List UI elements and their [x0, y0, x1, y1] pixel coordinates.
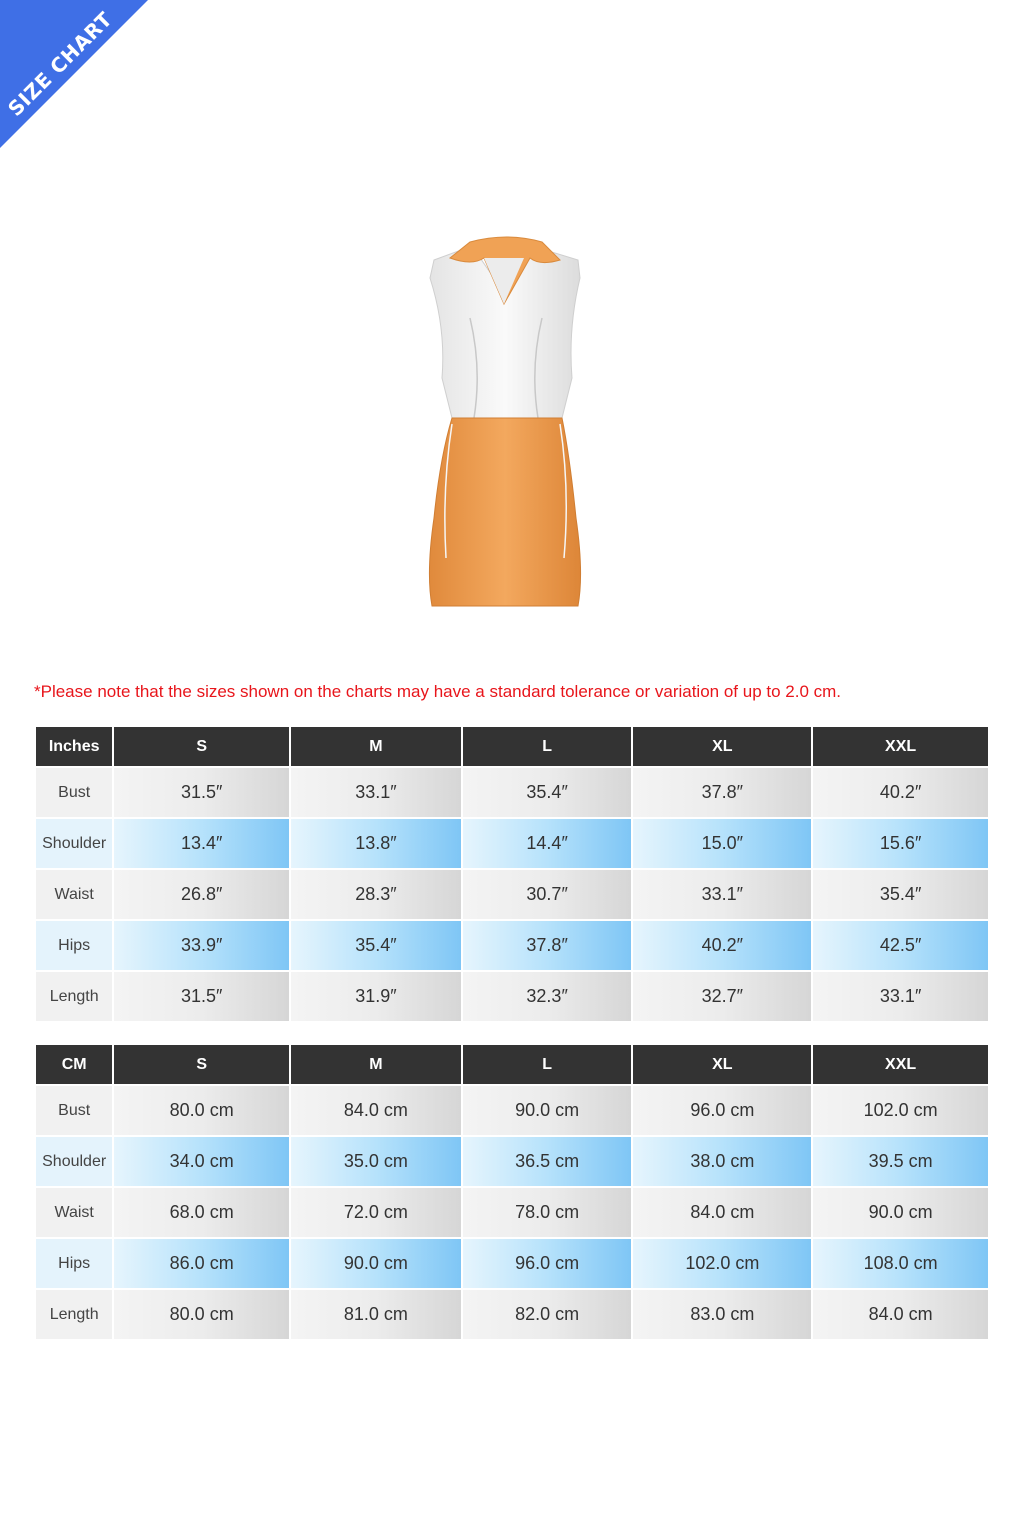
table-cell: 40.2″: [633, 921, 811, 970]
table-cell: 68.0 cm: [114, 1188, 289, 1237]
table-cell: 81.0 cm: [291, 1290, 461, 1339]
size-table-cm: [34, 1043, 990, 1341]
row-label: Length: [36, 972, 112, 1021]
table-cell: 78.0 cm: [463, 1188, 632, 1237]
tolerance-notice: *Please note that the sizes shown on the charts may have a standard tolerance or variation of up to 2.0 cm.: [34, 682, 842, 701]
table-row: [36, 870, 988, 919]
row-label: Length: [36, 1290, 112, 1339]
table-cell: 33.1″: [633, 870, 811, 919]
table-cell: 35.4″: [813, 870, 988, 919]
badge-triangle: [0, 0, 148, 148]
header-row: [36, 1045, 988, 1084]
size-header-s: S: [114, 727, 289, 766]
table-row: [36, 1137, 988, 1186]
table-cell: 80.0 cm: [114, 1086, 289, 1135]
row-label: Shoulder: [36, 819, 112, 868]
table-row: [36, 819, 988, 868]
table-cell: 33.1″: [813, 972, 988, 1021]
table-cell: 90.0 cm: [291, 1239, 461, 1288]
size-header-xl: XL: [633, 727, 811, 766]
table-cell: 34.0 cm: [114, 1137, 289, 1186]
table-row: [36, 1086, 988, 1135]
size-header-m: M: [291, 1045, 461, 1084]
size-header-xxl: XXL: [813, 1045, 988, 1084]
table-cell: 32.7″: [633, 972, 811, 1021]
table-cell: 90.0 cm: [463, 1086, 632, 1135]
table-cell: 86.0 cm: [114, 1239, 289, 1288]
table-cell: 90.0 cm: [813, 1188, 988, 1237]
table-cell: 31.5″: [114, 972, 289, 1021]
table-cell: 37.8″: [633, 768, 811, 817]
table-cell: 39.5 cm: [813, 1137, 988, 1186]
table-cell: 36.5 cm: [463, 1137, 632, 1186]
table-cell: 102.0 cm: [813, 1086, 988, 1135]
unit-header: Inches: [36, 727, 112, 766]
size-header-xl: XL: [633, 1045, 811, 1084]
size-chart-badge: [0, 0, 150, 150]
table-row: [36, 1290, 988, 1339]
table-cell: 83.0 cm: [633, 1290, 811, 1339]
size-table-inches: [34, 725, 990, 1023]
table-cell: 32.3″: [463, 972, 632, 1021]
unit-header: CM: [36, 1045, 112, 1084]
dress-icon: [412, 228, 602, 618]
table-cell: 31.5″: [114, 768, 289, 817]
table-row: [36, 1239, 988, 1288]
table-row: [36, 972, 988, 1021]
table-cell: 38.0 cm: [633, 1137, 811, 1186]
table-cell: 15.6″: [813, 819, 988, 868]
size-header-xxl: XXL: [813, 727, 988, 766]
row-label: Bust: [36, 1086, 112, 1135]
table-cell: 72.0 cm: [291, 1188, 461, 1237]
table-cell: 37.8″: [463, 921, 632, 970]
table-cell: 35.0 cm: [291, 1137, 461, 1186]
row-label: Shoulder: [36, 1137, 112, 1186]
table-cell: 15.0″: [633, 819, 811, 868]
table-cell: 35.4″: [463, 768, 632, 817]
table-cell: 13.4″: [114, 819, 289, 868]
row-label: Hips: [36, 921, 112, 970]
table-cell: 84.0 cm: [813, 1290, 988, 1339]
table-cell: 96.0 cm: [633, 1086, 811, 1135]
table-cell: 96.0 cm: [463, 1239, 632, 1288]
header-row: [36, 727, 988, 766]
badge-label: SIZE CHART: [3, 7, 117, 121]
table-cell: 108.0 cm: [813, 1239, 988, 1288]
row-label: Hips: [36, 1239, 112, 1288]
table-cell: 42.5″: [813, 921, 988, 970]
table-cell: 26.8″: [114, 870, 289, 919]
table-cell: 33.9″: [114, 921, 289, 970]
size-header-l: L: [463, 1045, 632, 1084]
table-cell: 28.3″: [291, 870, 461, 919]
table-cell: 13.8″: [291, 819, 461, 868]
table-row: [36, 768, 988, 817]
row-label: Waist: [36, 870, 112, 919]
table-cell: 84.0 cm: [291, 1086, 461, 1135]
table-cell: 14.4″: [463, 819, 632, 868]
table-cell: 31.9″: [291, 972, 461, 1021]
size-header-m: M: [291, 727, 461, 766]
table-cell: 35.4″: [291, 921, 461, 970]
table-cell: 80.0 cm: [114, 1290, 289, 1339]
table-cell: 102.0 cm: [633, 1239, 811, 1288]
table-cell: 33.1″: [291, 768, 461, 817]
table-cell: 40.2″: [813, 768, 988, 817]
table-cell: 30.7″: [463, 870, 632, 919]
table-cell: 82.0 cm: [463, 1290, 632, 1339]
size-header-s: S: [114, 1045, 289, 1084]
product-image: [412, 228, 602, 618]
row-label: Bust: [36, 768, 112, 817]
table-row: [36, 921, 988, 970]
size-header-l: L: [463, 727, 632, 766]
table-cell: 84.0 cm: [633, 1188, 811, 1237]
table-row: [36, 1188, 988, 1237]
row-label: Waist: [36, 1188, 112, 1237]
